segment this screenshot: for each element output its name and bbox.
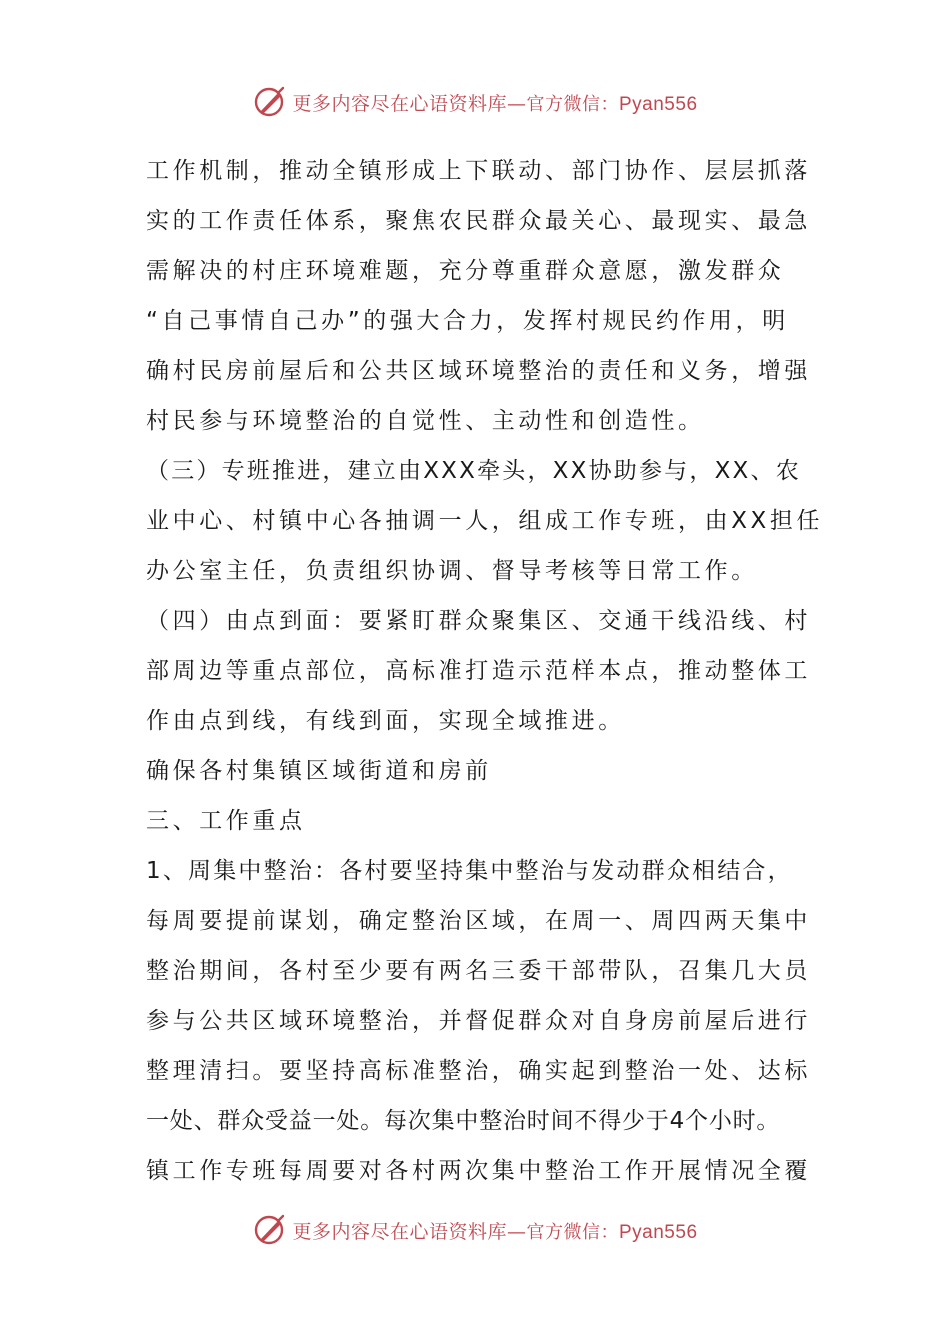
footer-wechat-label: 官方微信： bbox=[526, 1221, 619, 1243]
body-line: 镇工作专班每周要对各村两次集中整治工作开展情况全覆 bbox=[146, 1158, 811, 1184]
document-body bbox=[146, 146, 824, 1196]
footer-separator: — bbox=[507, 1220, 527, 1243]
body-line: 整理清扫。要坚持高标准整治，确实起到整治一处、达标 bbox=[146, 1058, 811, 1084]
pen-logo-icon bbox=[252, 84, 288, 120]
footer-banner bbox=[0, 1210, 950, 1250]
body-line: 需解决的村庄环境难题，充分尊重群众意愿，激发群众 bbox=[146, 258, 785, 284]
section-heading: 三、工作重点 bbox=[146, 808, 306, 834]
body-line: 村民参与环境整治的自觉性、主动性和创造性。 bbox=[146, 408, 705, 434]
header-wechat-id: Pyan556 bbox=[619, 93, 698, 115]
body-line: 部周边等重点部位，高标准打造示范样本点，推动整体工 bbox=[146, 658, 811, 684]
body-line: 一处、群众受益一处。每次集中整治时间不得少于4个小时。 bbox=[146, 1108, 781, 1134]
footer-site-text: 更多内容尽在心语资料库 bbox=[292, 1220, 507, 1243]
body-line: 实的工作责任体系，聚焦农民群众最关心、最现实、最急 bbox=[146, 208, 811, 234]
section-paragraph-line: 1、周集中整治：各村要坚持集中整治与发动群众相结合， bbox=[146, 858, 793, 884]
body-line: 整治期间，各村至少要有两名三委干部带队，召集几大员 bbox=[146, 958, 811, 984]
body-line: 确村民房前屋后和公共区域环境整治的责任和义务，增强 bbox=[146, 358, 811, 384]
body-line: 每周要提前谋划，确定整治区域，在周一、周四两天集中 bbox=[146, 908, 811, 934]
header-wechat-label: 官方微信： bbox=[526, 93, 619, 115]
body-line: 业中心、村镇中心各抽调一人，组成工作专班，由XX担任 bbox=[146, 508, 824, 534]
footer-banner-text bbox=[292, 1217, 697, 1244]
body-line: 确保各村集镇区域街道和房前 bbox=[146, 758, 492, 784]
header-separator: — bbox=[507, 92, 527, 115]
body-line: 工作机制，推动全镇形成上下联动、部门协作、层层抓落 bbox=[146, 158, 811, 184]
body-line: “自己事情自己办”的强大合力，发挥村规民约作用，明 bbox=[146, 308, 789, 334]
body-line: 办公室主任，负责组织协调、督导考核等日常工作。 bbox=[146, 558, 758, 584]
body-line: 作由点到线，有线到面，实现全域推进。 bbox=[146, 708, 625, 734]
pen-logo-icon bbox=[252, 1212, 288, 1248]
section-paragraph-line: （四）由点到面：要紧盯群众聚集区、交通干线沿线、村 bbox=[146, 608, 811, 634]
footer-wechat-id: Pyan556 bbox=[619, 1221, 698, 1243]
header-banner bbox=[0, 82, 950, 122]
body-line: 参与公共区域环境整治，并督促群众对自身房前屋后进行 bbox=[146, 1008, 811, 1034]
header-site-text: 更多内容尽在心语资料库 bbox=[292, 92, 507, 115]
section-paragraph-line: （三）专班推进，建立由XXX牵头，XX协助参与，XX、农 bbox=[146, 458, 801, 484]
header-banner-text bbox=[292, 89, 697, 116]
